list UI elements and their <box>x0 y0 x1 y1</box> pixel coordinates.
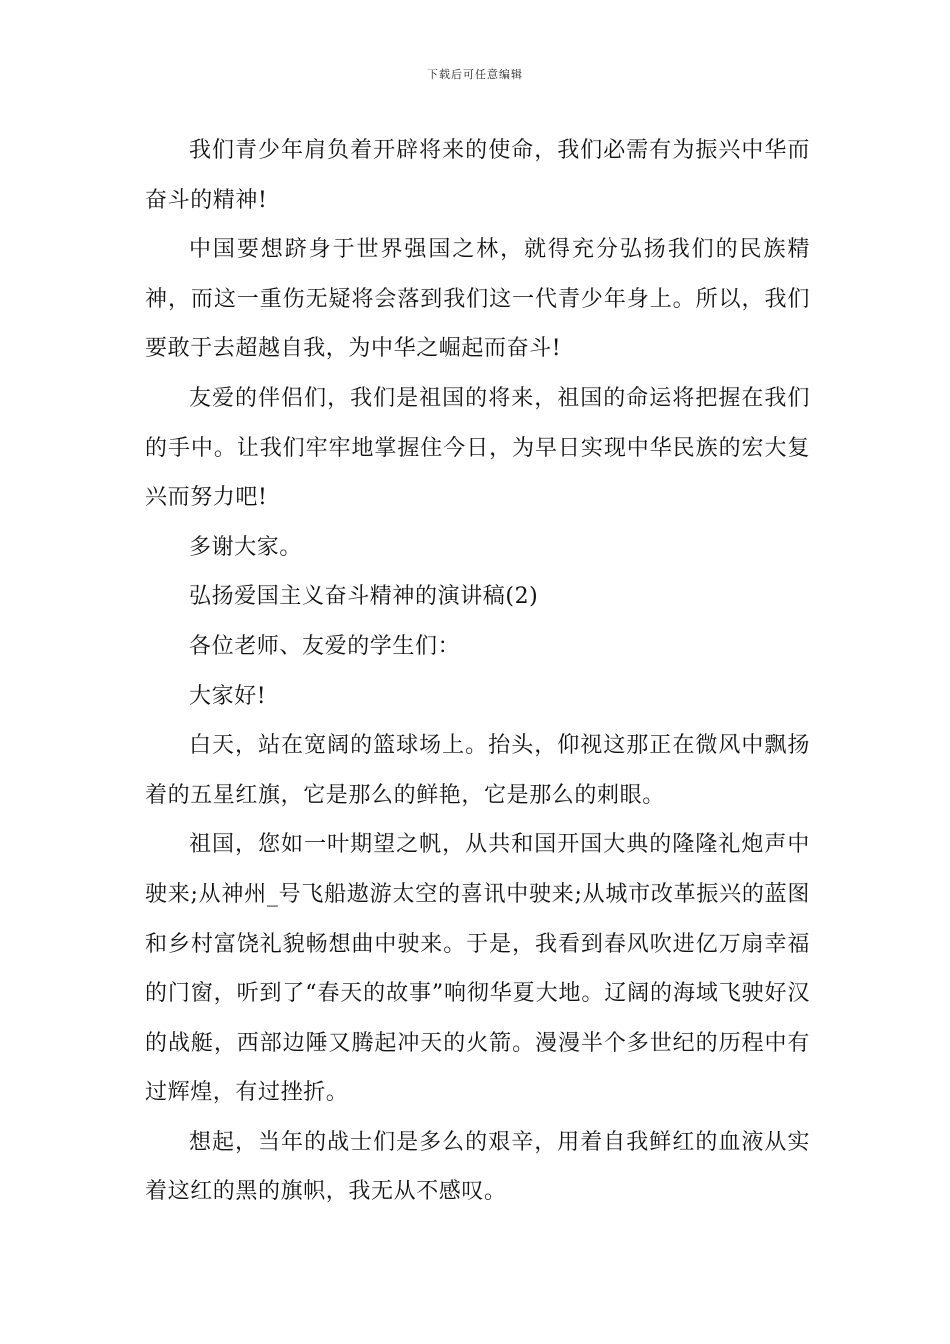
greeting: 大家好! <box>189 683 267 709</box>
section-title: 弘扬爱国主义奋斗精神的演讲稿(2) <box>189 584 539 610</box>
paragraph-1: 我们青少年肩负着开辟将来的使命，我们必需有为振兴中华而奋斗的精神! <box>145 138 810 213</box>
document-body <box>145 126 810 1217</box>
page-header: 下载后可任意编辑 <box>427 68 523 81</box>
paragraph-10: 想起，当年的战士们是多么的艰辛，用着自我鲜红的血液从实着这红的黑的旗帜，我无从不感叹。 <box>145 1129 810 1205</box>
paragraph-3: 友爱的伴侣们，我们是祖国的将来，祖国的命运将把握在我们的手中。让我们牢牢地掌握住今日，为早日实现中华民族的宏大复兴而努力吧! <box>145 385 810 511</box>
paragraph-2: 中国要想跻身于世界强国之林，就得充分弘扬我们的民族精神，而这一重伤无疑将会落到我们这一代青少年身上。所以，我们要敢于去超越自我，为中华之崛起而奋斗! <box>145 237 810 362</box>
salutation: 各位老师、友爱的学生们： <box>189 633 461 659</box>
paragraph-9: 祖国，您如一叶期望之帆，从共和国开国大典的隆隆礼炮声中驶来;从神州_号飞船遨游太空的喜讯中驶来;从城市改革振兴的蓝图和乡村富饶礼貌畅想曲中驶来。于是，我看到春风吹进亿万扇幸福的门窗，听到了“春天的故事”响彻华夏大地。辽阔的海域飞驶好汉的战艇，西部边陲又腾起冲天的火箭。漫漫半个多世纪的历程中有过辉煌，有过挫折。 <box>145 832 810 1106</box>
paragraph-4: 多谢大家。 <box>189 534 303 560</box>
paragraph-8: 白天，站在宽阔的篮球场上。抬头，仰视这那正在微风中飘扬着的五星红旗，它是那么的鲜艳，它是那么的刺眼。 <box>145 733 810 808</box>
